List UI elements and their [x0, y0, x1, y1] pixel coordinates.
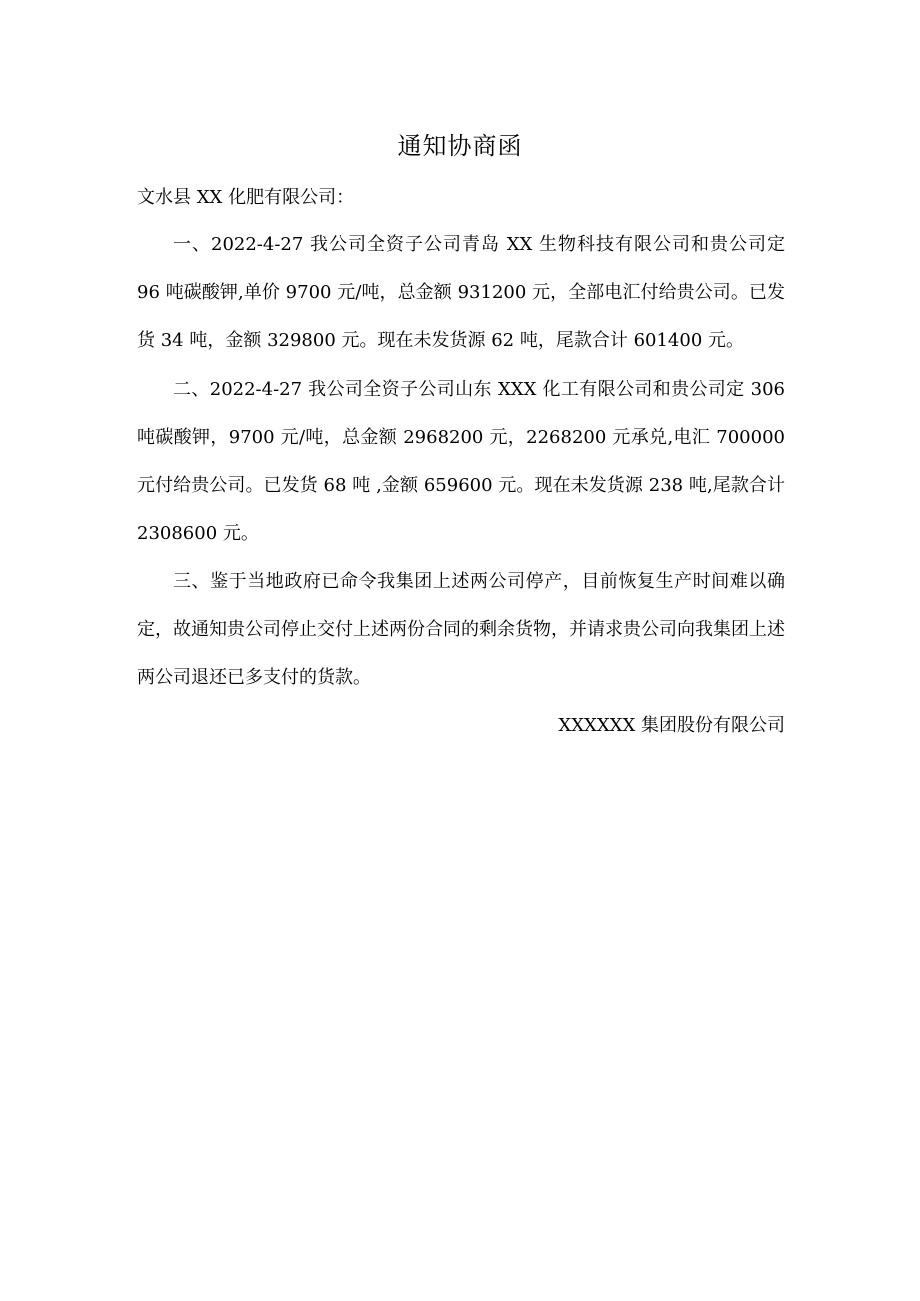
document-title: 通知协商函 [397, 132, 523, 160]
salutation: 文水县 XX 化肥有限公司： [137, 187, 355, 208]
paragraph-2: 二、2022-4-27 我公司全资子公司山东 XXX 化工有限公司和贵公司定 306 吨碳酸钾，9700 元/吨，总金额 2968200 元，2268200 元承兑,电汇 700000 元付给贵公司。已发货 68 吨 ,金额 659600 元。现在未发货源 238 吨,尾款合计 2308600 元。 [137, 379, 785, 544]
signature: XXXXXX 集团股份有限公司 [558, 715, 785, 736]
paragraph-3: 三、鉴于当地政府已命令我集团上述两公司停产，目前恢复生产时间难以确定，故通知贵公司停止交付上述两份合同的剩余货物，并请求贵公司向我集团上述两公司退还已多支付的货款。 [137, 571, 785, 688]
paragraph-1: 一、2022-4-27 我公司全资子公司青岛 XX 生物科技有限公司和贵公司定 96 吨碳酸钾,单价 9700 元/吨，总金额 931200 元，全部电汇付给贵公司。已发货 34 吨，金额 329800 元。现在未发货源 62 吨，尾款合计 601400 元。 [137, 234, 785, 351]
